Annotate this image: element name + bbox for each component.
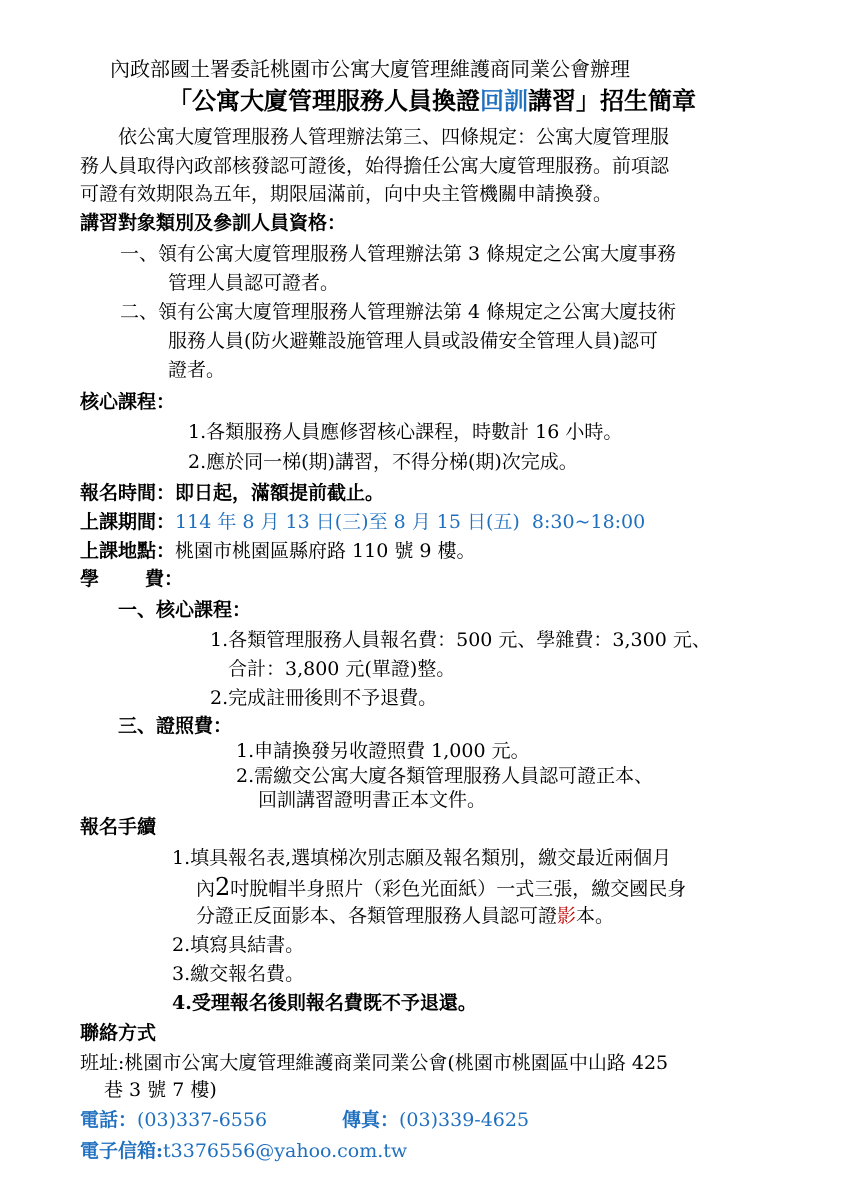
procedure-item-1-line-3-red: 影 [557,905,577,927]
fees-core-item-2: 2.完成註冊後則不予退費。 [210,687,438,709]
fees-license-item-2: 2.需繳交公寓大廈各類管理服務人員認可證正本、 [236,765,654,787]
procedure-item-3: 3.繳交報名費。 [172,963,305,985]
phone-value[interactable]: (03)337-6556 [137,1109,268,1131]
class-period-value: 114 年 8 月 13 日(三)至 8 月 15 日(五) 8:30~18:00 [175,511,646,533]
location-label: 上課地點： [80,540,176,562]
fees-license-item-1: 1.申請換發另收證照費 1,000 元。 [236,740,530,762]
eligibility-item-2-line-2: 服務人員(防火避難設施管理人員或設備安全管理人員)認可 [168,330,658,352]
eligibility-item-2-line-3: 證者。 [168,359,226,381]
procedure-item-1-line-2 [196,874,686,902]
fees-core-heading: 一、核心課程： [118,599,252,621]
eligibility-item-1-line-1: 一、領有公寓大廈管理服務人管理辦法第 3 條規定之公寓大廈事務 [120,243,677,265]
eligibility-item-1-line-2: 管理人員認可證者。 [168,272,340,294]
title-close: 講習」招生簡章 [528,86,696,115]
core-heading: 核心課程： [80,391,176,413]
procedure-item-1-line-3-b: 本。 [576,905,615,927]
email-label: 電子信箱: [80,1140,164,1162]
location-value: 桃園市桃園區縣府路 110 號 9 樓。 [175,540,476,562]
procedure-item-1-line-3 [196,903,614,929]
fees-heading-a: 學 [80,568,100,590]
contact-address-line-1: 班址:桃園市公寓大廈管理維護商業同業公會(桃園市桃園區中山路 425 [80,1052,669,1074]
procedure-item-1-line-1: 1.填具報名表,選填梯次別志願及報名類別，繳交最近兩個月 [172,847,672,869]
fax-value: (03)339-4625 [399,1109,530,1131]
phone-label: 電話： [80,1109,138,1131]
location [80,538,476,564]
core-item-1: 1.各類服務人員應修習核心課程，時數計 16 小時。 [188,421,623,443]
title-open: 「公寓大廈管理服務人員換證 [168,86,480,115]
class-period-label: 上課期間： [80,511,176,533]
registration-time: 報名時間：即日起，滿額提前截止。 [80,482,385,504]
class-period [80,509,645,535]
contact-heading: 聯絡方式 [80,1022,157,1044]
procedure-item-1-line-3-a: 分證正反面影本、各類管理服務人員認可證 [196,905,558,927]
procedure-item-4: 4.受理報名後則報名費既不予退還。 [172,992,477,1014]
fax-label: 傳真： [342,1109,400,1131]
procedure-photo-size: 2 [215,873,231,901]
email-value[interactable]: t3376556@yahoo.com.tw [163,1140,408,1162]
procedure-heading: 報名手續 [80,816,157,838]
fees-heading-b: 費： [145,568,184,590]
contact-address-line-2: 巷 3 號 7 樓) [104,1079,217,1101]
intro-line-2: 務人員取得內政部核發認可證後，始得擔任公寓大廈管理服務。前項認 [80,155,670,177]
contact-phone [80,1107,267,1133]
fees-license-heading: 三、證照費： [118,715,233,737]
fees-license-item-2-cont: 回訓講習證明書正本文件。 [258,789,487,811]
procedure-item-1-line-2-a: 內 [196,878,216,900]
procedure-item-1-line-2-b: 吋脫帽半身照片（彩色光面紙）一式三張，繳交國民身 [230,878,687,900]
contact-fax [342,1107,529,1133]
contact-email [80,1138,407,1164]
eligibility-item-2-line-1: 二、領有公寓大廈管理服務人管理辦法第 4 條規定之公寓大廈技術 [120,301,677,323]
eligibility-heading: 講習對象類別及參訓人員資格： [80,212,347,234]
intro-line-3: 可證有效期限為五年，期限屆滿前，向中央主管機關申請換發。 [80,183,613,205]
procedure-item-2: 2.填寫具結書。 [172,934,305,956]
title-highlight: 回訓 [480,86,528,115]
organizer-line: 內政部國土署委託桃園市公寓大廈管理維護商同業公會辦理 [110,57,630,81]
fees-core-item-1: 1.各類管理服務人員報名費：500 元、學雜費：3,300 元、 [210,629,711,651]
intro-line-1: 依公寓大廈管理服務人管理辦法第三、四條規定：公寓大廈管理服 [118,126,670,148]
document-title [168,88,696,114]
core-item-2: 2.應於同一梯(期)講習，不得分梯(期)次完成。 [188,451,578,473]
fees-core-item-1-cont: 合計：3,800 元(單證)整。 [228,658,456,680]
